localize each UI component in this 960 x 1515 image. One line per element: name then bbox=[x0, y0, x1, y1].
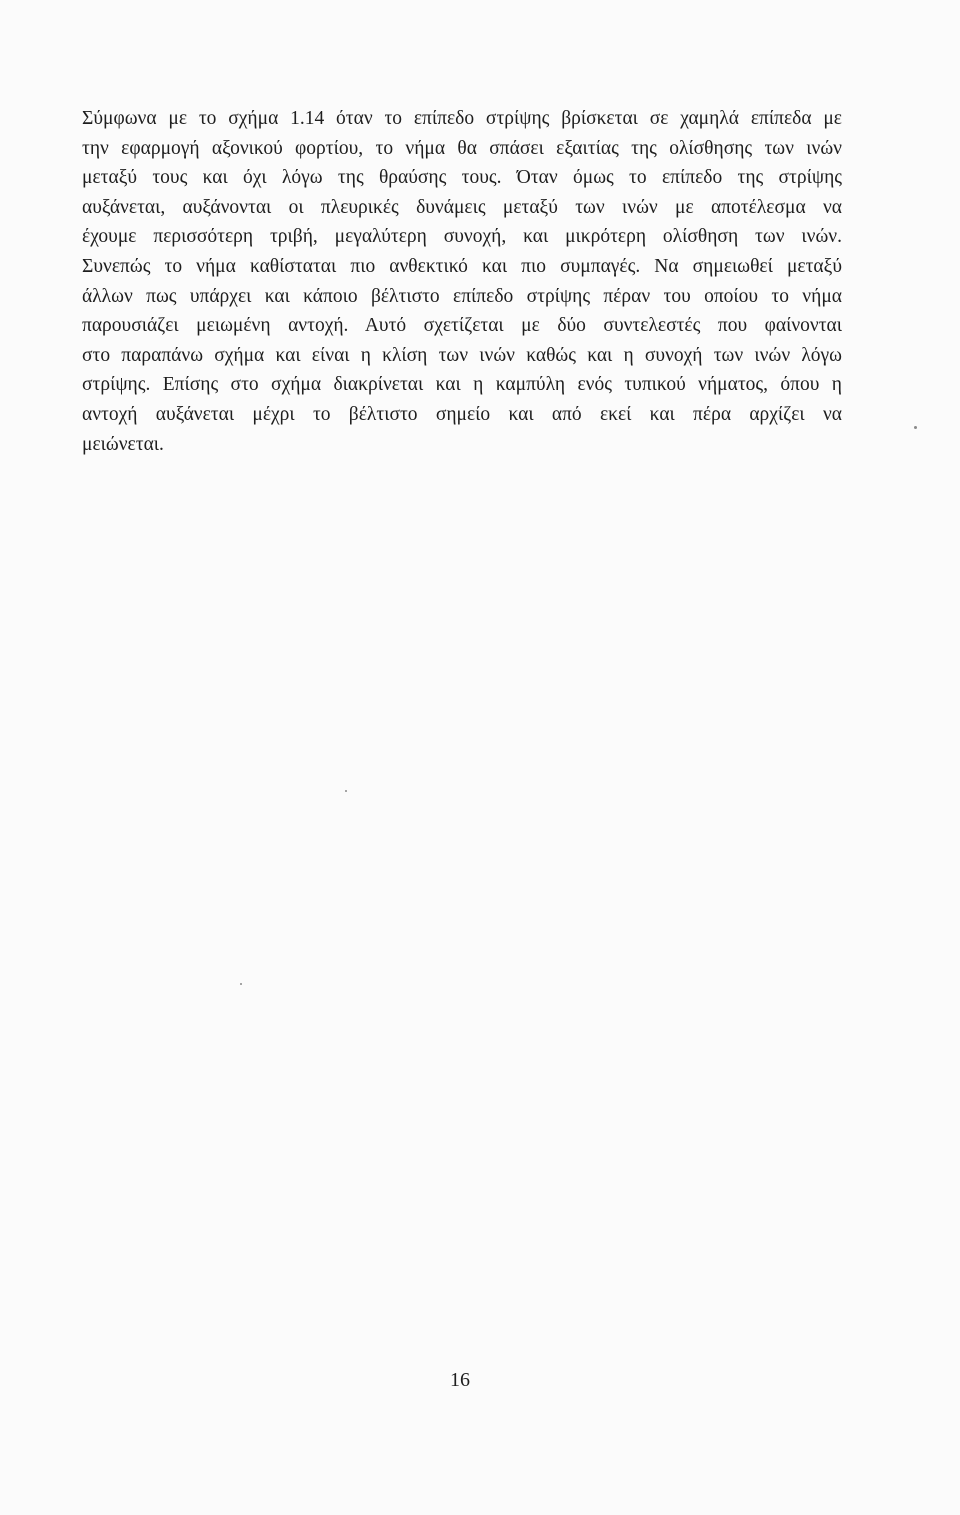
paragraph-line: άλλων πως υπάρχει και κάποιο βέλτιστο επίπεδο στρίψης πέραν του οποίου το νήμα bbox=[82, 285, 842, 307]
paragraph-line: αντοχή αυξάνεται μέχρι το βέλτιστο σημείο και από εκεί και πέρα αρχίζει να bbox=[82, 403, 842, 425]
paragraph-line: Συνεπώς το νήμα καθίσταται πιο ανθεκτικό και πιο συμπαγές. Να σημειωθεί μεταξύ bbox=[82, 255, 842, 277]
paragraph-line: την εφαρμογή αξονικού φορτίου, το νήμα θα σπάσει εξαιτίας της ολίσθησης των ινών bbox=[82, 137, 842, 159]
paragraph-line: Σύμφωνα με το σχήμα 1.14 όταν το επίπεδο στρίψης βρίσκεται σε χαμηλά επίπεδα με bbox=[82, 108, 842, 129]
scan-speck bbox=[240, 983, 242, 985]
paragraph-line: αυξάνεται, αυξάνονται οι πλευρικές δυνάμεις μεταξύ των ινών με αποτέλεσμα να bbox=[82, 196, 842, 218]
page-number: 16 bbox=[450, 1369, 470, 1391]
paragraph-line: έχουμε περισσότερη τριβή, μεγαλύτερη συνοχή, και μικρότερη ολίσθηση των ινών. bbox=[82, 226, 842, 248]
paragraph-line: στρίψης. Επίσης στο σχήμα διακρίνεται και η καμπύλη ενός τυπικού νήματος, όπου η bbox=[82, 374, 842, 396]
scan-speck bbox=[914, 426, 917, 429]
paragraph-line: μεταξύ τους και όχι λόγω της θραύσης τους. Όταν όμως το επίπεδο της στρίψης bbox=[82, 167, 842, 189]
paragraph-line: στο παραπάνω σχήμα και είναι η κλίση των ινών καθώς και η συνοχή των ινών λόγω bbox=[82, 344, 842, 366]
paragraph-line: παρουσιάζει μειωμένη αντοχή. Αυτό σχετίζεται με δύο συντελεστές που φαίνονται bbox=[82, 315, 842, 337]
paragraph-line: μειώνεται. bbox=[82, 433, 164, 455]
body-paragraph bbox=[82, 104, 842, 459]
scan-speck bbox=[345, 790, 347, 792]
